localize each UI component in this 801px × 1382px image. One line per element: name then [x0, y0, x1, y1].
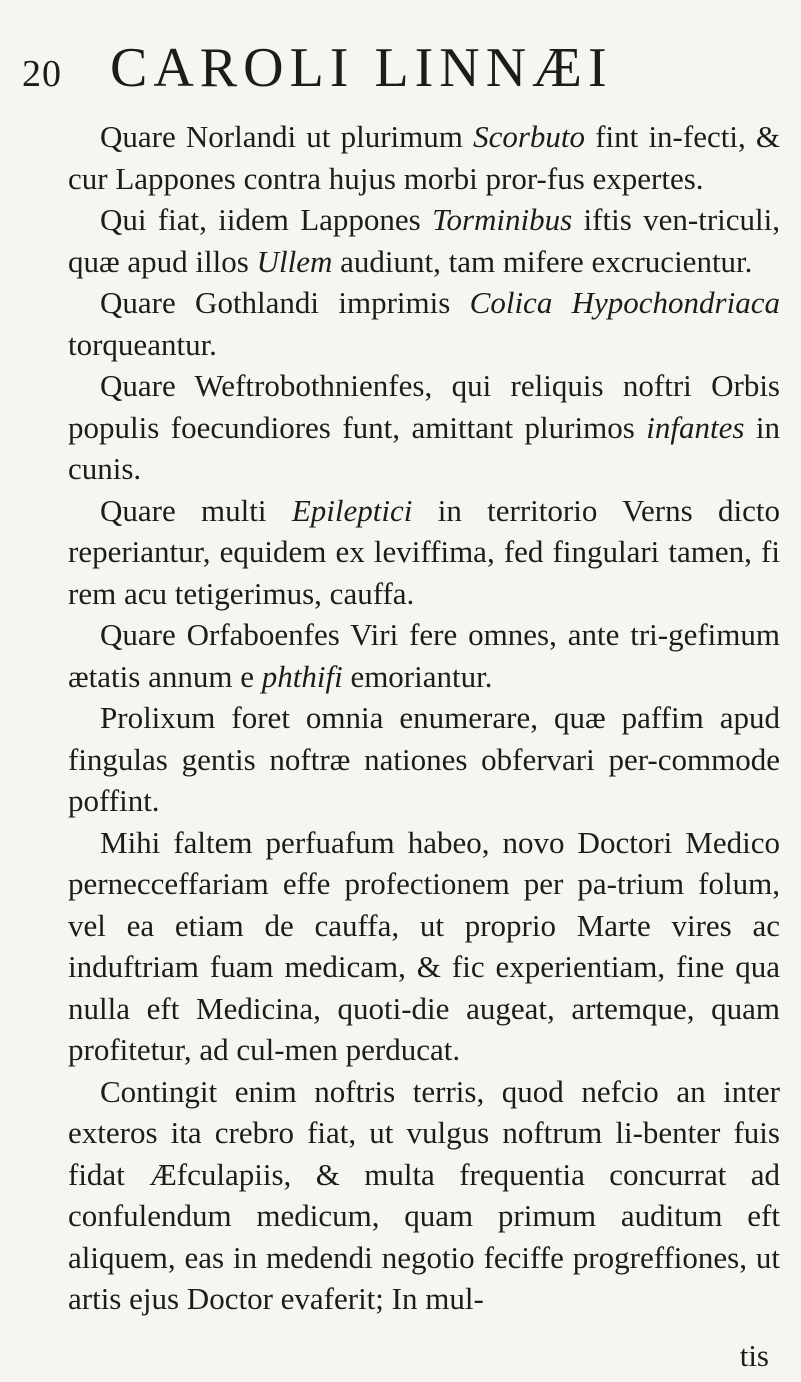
page-number: 20	[22, 53, 62, 95]
text-run: Quare Gothlandi imprimis	[100, 285, 470, 320]
text-run: fint in-fecti, & cur Lappones contra hujus morbi pror-fus expertes.	[68, 119, 780, 196]
text-run: iftis ven-triculi, quæ apud illos	[68, 202, 780, 279]
text-run: Quare Weftrobothnienfes, qui reliquis noftri Orbis populis foecundiores funt, amittant plurimos	[68, 368, 780, 445]
italic-text: Epileptici	[291, 492, 413, 528]
paragraph	[68, 697, 780, 822]
text-run: Quare Orfaboenfes Viri fere omnes, ante tri-gefimum ætatis annum e	[68, 617, 780, 694]
italic-text: phthifi	[261, 658, 343, 694]
italic-text: Scorbuto	[473, 119, 586, 154]
paragraph	[68, 822, 780, 1071]
text-run: Prolixum foret omnia enumerare, quæ paffim apud fingulas gentis noftræ nationes obfervari per-commode poffint.	[68, 700, 780, 818]
text-run: emoriantur.	[342, 658, 493, 694]
body-text	[68, 116, 780, 1320]
text-run: Mihi faltem perfuafum habeo, novo Doctori Medico pernecceffariam effe profectionem per pa-trium folum, vel ea etiam de cauffa, ut proprio Marte vires ac induftriam fuam medicam, & fic experientiam, fine qua nulla eft Medicina, quoti-die augeat, artemque, quam profitetur, ad cul-men perducat.	[68, 824, 780, 1067]
text-run: in territorio Verns dicto reperiantur, equidem ex leviffima, fed fingulari tamen, fi rem acu tetigerimus, cauffa.	[68, 492, 780, 611]
italic-text: Torminibus	[432, 202, 573, 237]
running-head: CAROLI LINNÆI	[110, 37, 613, 99]
catchword: tis	[739, 1338, 769, 1373]
italic-text: Colica Hypochondriaca	[469, 285, 780, 320]
text-run: torqueantur.	[68, 326, 217, 362]
text-run: in cunis.	[68, 409, 780, 486]
text-run: Contingit enim noftris terris, quod nefcio an inter exteros ita crebro fiat, ut vulgus noftrum li-benter fuis fidat Æfculapiis, & multa frequentia concurrat ad confulendum medicum, quam primum auditum eft aliquem, eas in medendi negotio feciffe progreffiones, ut artis ejus Doctor evaferit; In mul-	[68, 1073, 780, 1316]
italic-text: Ullem	[256, 243, 333, 279]
paragraph	[68, 1071, 780, 1320]
paragraph	[68, 490, 780, 615]
paragraph	[68, 365, 780, 490]
page-header	[22, 36, 613, 99]
italic-text: infantes	[646, 409, 745, 445]
text-run: Qui fiat, iidem Lappones	[100, 202, 433, 237]
text-run: Quare multi	[100, 492, 292, 528]
paragraph	[68, 116, 780, 199]
paragraph	[68, 199, 780, 282]
paragraph	[68, 282, 780, 365]
text-run: Quare Norlandi ut plurimum	[100, 119, 474, 154]
paragraph	[68, 614, 780, 697]
text-run: audiunt, tam mifere excrucientur.	[332, 243, 753, 279]
